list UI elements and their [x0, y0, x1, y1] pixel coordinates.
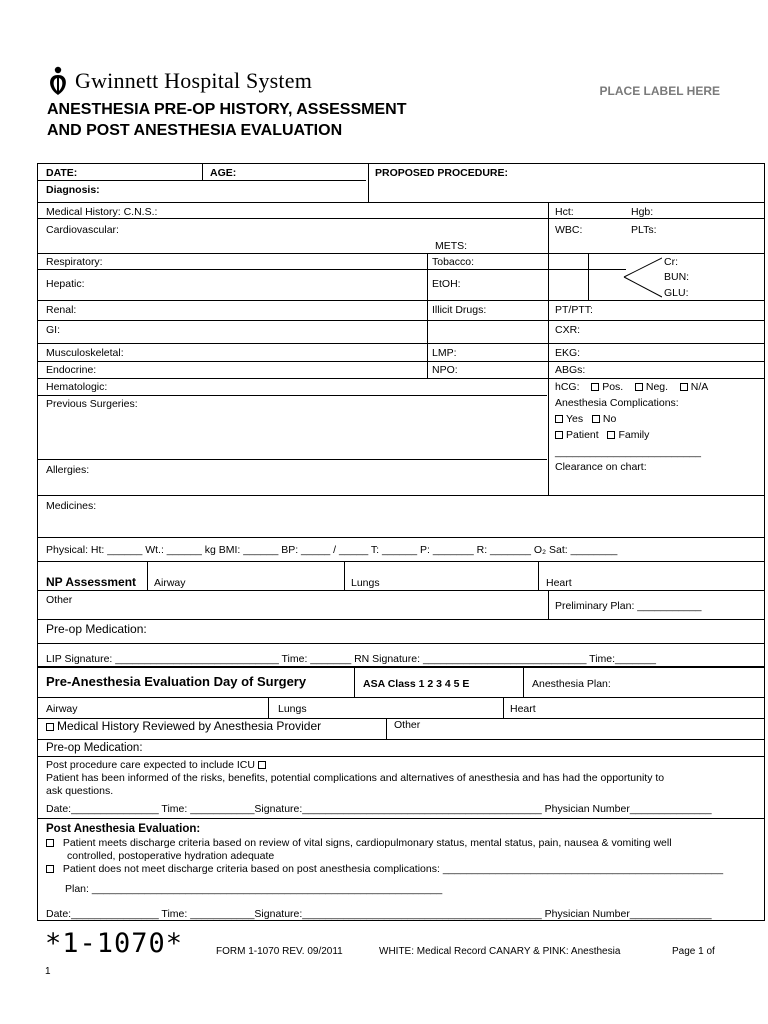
age-label: AGE:: [210, 167, 237, 179]
hepatic-label: Hepatic:: [46, 278, 85, 290]
lmp-label: LMP:: [432, 347, 457, 359]
rule: [386, 718, 387, 739]
preliminary-plan-label: Preliminary Plan: ___________: [555, 600, 702, 612]
physical-line: Physical: Ht: ______ Wt.: ______ kg BMI: ______ BP: _____ / _____ T: ______ P: _______ R: _______ O₂ Sat: ________: [46, 544, 618, 556]
informed-consent-line1: Patient has been informed of the risks, benefits, potential complications and alternatives of anesthesia and has had the opportunity to: [46, 772, 665, 784]
hcg-row: [555, 381, 708, 393]
hcg-pos-label: Pos.: [602, 381, 624, 393]
complications-family-checkbox[interactable]: [607, 431, 615, 439]
hcg-label: hCG:: [555, 381, 580, 393]
np-preop-medication-label: Pre-op Medication:: [46, 622, 147, 636]
cr-label: Cr:: [664, 256, 678, 268]
complications-patient-checkbox[interactable]: [555, 431, 563, 439]
date-label: DATE:: [46, 167, 78, 179]
medical-history-reviewed-checkbox[interactable]: [46, 723, 54, 731]
rule: [38, 361, 764, 362]
np-assessment-title: NP Assessment: [46, 575, 137, 589]
form-barcode-text: *1-1070*: [45, 928, 184, 959]
np-lungs-label: Lungs: [351, 577, 380, 589]
hgb-label: Hgb:: [631, 206, 654, 218]
rule: [38, 180, 366, 181]
post-plan-line: Plan: ____________________________________________________________: [65, 883, 443, 895]
abgs-label: ABGs:: [555, 364, 586, 376]
rule: [147, 561, 148, 590]
hcg-na-label: N/A: [690, 381, 709, 393]
org-name: Gwinnett Hospital System: [75, 68, 313, 93]
meets-criteria-line2: controlled, postoperative hydration adequate: [67, 850, 275, 862]
lip-rn-signature-line: LIP Signature: ____________________________ Time: _______ RN Signature: ____________________________ Time:_______: [46, 653, 656, 665]
rule: [523, 666, 524, 697]
illicit-drugs-label: Illicit Drugs:: [432, 304, 487, 316]
place-label-here: PLACE LABEL HERE: [599, 84, 720, 98]
rule: [38, 818, 764, 819]
gi-label: GI:: [46, 324, 61, 336]
complications-yes-no: [555, 413, 616, 425]
icu-row: [46, 759, 269, 771]
rule: [354, 666, 355, 697]
tobacco-label: Tobacco:: [432, 256, 475, 268]
hcg-neg-label: Neg.: [645, 381, 669, 393]
icu-checkbox[interactable]: [258, 761, 266, 769]
meets-criteria-row: [46, 837, 672, 849]
rule: [548, 202, 549, 496]
rule: [38, 320, 764, 321]
day-preop-medication-label: Pre-op Medication:: [46, 742, 143, 754]
day-other-label: Other: [394, 719, 421, 731]
rule: [38, 697, 764, 698]
asa-class-label: ASA Class 1 2 3 4 5 E: [363, 678, 470, 690]
musculoskeletal-label: Musculoskeletal:: [46, 347, 124, 359]
rule: [38, 269, 626, 270]
copy-distribution: WHITE: Medical Record CANARY & PINK: Anesthesia: [379, 946, 621, 957]
post-anesthesia-title: Post Anesthesia Evaluation:: [46, 823, 201, 835]
anesthesia-plan-label: Anesthesia Plan:: [532, 678, 611, 690]
rule: [38, 343, 764, 344]
rule: [38, 590, 764, 591]
anesthesia-complications-label: Anesthesia Complications:: [555, 397, 679, 409]
hcg-neg-checkbox[interactable]: [635, 383, 643, 391]
rule: [38, 218, 764, 219]
rule: [38, 202, 764, 203]
hematologic-label: Hematologic:: [46, 381, 108, 393]
day-signature-line: Date:_______________ Time: ___________Signature:_________________________________________ Physician Number______________: [46, 803, 712, 815]
hct-label: Hct:: [555, 206, 574, 218]
informed-consent-line2: ask questions.: [46, 785, 114, 797]
family-label: Family: [618, 429, 650, 441]
rule: [38, 459, 547, 460]
rule: [38, 619, 764, 620]
rule: [503, 697, 504, 718]
icu-label: Post procedure care expected to include ICU: [46, 759, 255, 771]
meets-criteria-checkbox[interactable]: [46, 839, 54, 847]
cardiovascular-label: Cardiovascular:: [46, 224, 119, 236]
cns-label: Medical History: C.N.S.:: [46, 206, 158, 218]
post-signature-line: Date:_______________ Time: ___________Signature:_________________________________________ Physician Number______________: [46, 908, 712, 920]
day-lungs-label: Lungs: [278, 703, 307, 715]
hcg-na-checkbox[interactable]: [680, 383, 688, 391]
rule: [548, 590, 549, 619]
rule: [38, 643, 764, 644]
form-title-line1: ANESTHESIA PRE-OP HISTORY, ASSESSMENT: [47, 101, 407, 118]
no-label: No: [602, 413, 617, 425]
respiratory-label: Respiratory:: [46, 256, 103, 268]
proposed-procedure-label: PROPOSED PROCEDURE:: [375, 167, 509, 179]
hcg-pos-checkbox[interactable]: [591, 383, 599, 391]
etoh-label: EtOH:: [432, 278, 461, 290]
page-number: Page 1 of: [672, 946, 715, 957]
np-heart-label: Heart: [546, 577, 572, 589]
wbc-label: WBC:: [555, 224, 583, 236]
form-number: FORM 1-1070 REV. 09/2011: [216, 946, 343, 957]
lab-fishbone-lines: [622, 253, 662, 301]
allergies-label: Allergies:: [46, 464, 90, 476]
day-airway-label: Airway: [46, 703, 78, 715]
rule: [38, 378, 764, 379]
not-meet-criteria-label: Patient does not meet discharge criteria based on post anesthesia complications: ________________________________________________: [62, 863, 724, 875]
complications-no-checkbox[interactable]: [592, 415, 600, 423]
rule: [268, 697, 269, 718]
complications-yes-checkbox[interactable]: [555, 415, 563, 423]
rule: [538, 561, 539, 590]
form-title: [47, 99, 477, 141]
medical-history-reviewed-label: Medical History Reviewed by Anesthesia Provider: [57, 719, 322, 733]
page-total: 1: [45, 966, 51, 977]
rule-thick: [38, 666, 764, 668]
rule: [588, 253, 589, 300]
rule: [202, 164, 203, 180]
np-airway-label: Airway: [154, 577, 186, 589]
bun-label: BUN:: [664, 271, 690, 283]
rule: [38, 739, 764, 740]
rule: [38, 395, 547, 396]
medicines-label: Medicines:: [46, 500, 97, 512]
complications-line: _________________________: [555, 446, 701, 458]
rule: [427, 253, 428, 378]
rule: [38, 537, 764, 538]
form-title-line2: AND POST ANESTHESIA EVALUATION: [47, 122, 343, 139]
anesthesia-form: [37, 163, 765, 921]
rule: [38, 756, 764, 757]
meets-criteria-label: Patient meets discharge criteria based on review of vital signs, cardiopulmonary status, mental status, pain, nausea & vomiting well: [62, 837, 672, 849]
cxr-label: CXR:: [555, 324, 581, 336]
not-meet-criteria-row: [46, 863, 723, 875]
day-of-surgery-title: Pre-Anesthesia Evaluation Day of Surgery: [46, 674, 307, 689]
clearance-on-chart-label: Clearance on chart:: [555, 461, 647, 473]
patient-label: Patient: [566, 429, 599, 441]
complications-who: [555, 429, 649, 441]
yes-label: Yes: [566, 413, 584, 425]
pt-ptt-label: PT/PTT:: [555, 304, 593, 316]
previous-surgeries-label: Previous Surgeries:: [46, 398, 138, 410]
mets-label: METS:: [435, 240, 468, 252]
glu-label: GLU:: [664, 287, 689, 299]
rule: [344, 561, 345, 590]
org-header: [47, 66, 312, 96]
hospital-logo-icon: [47, 66, 69, 96]
renal-label: Renal:: [46, 304, 77, 316]
plts-label: PLTs:: [631, 224, 657, 236]
rule: [368, 164, 369, 202]
diagnosis-label: Diagnosis:: [46, 184, 100, 196]
day-heart-label: Heart: [510, 703, 536, 715]
ekg-label: EKG:: [555, 347, 581, 359]
np-other-label: Other: [46, 594, 73, 606]
not-meet-criteria-checkbox[interactable]: [46, 865, 54, 873]
rule: [38, 495, 764, 496]
endocrine-label: Endocrine:: [46, 364, 97, 376]
npo-label: NPO:: [432, 364, 458, 376]
medical-history-reviewed-row: [46, 719, 321, 733]
